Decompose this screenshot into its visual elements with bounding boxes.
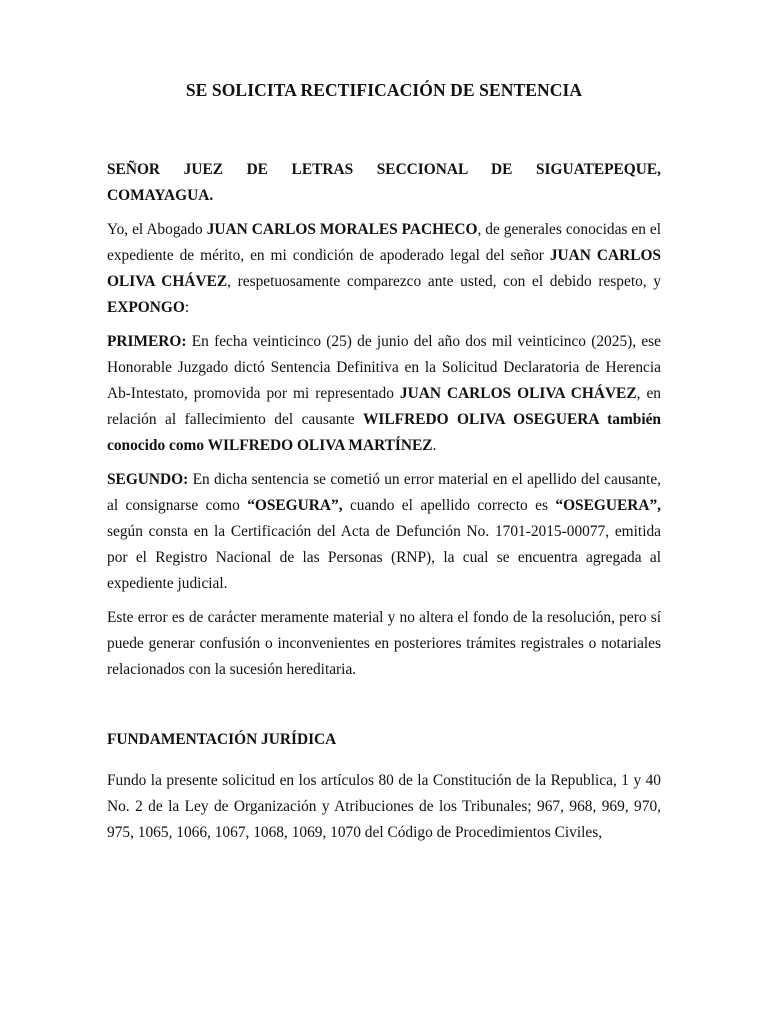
document-body: [107, 157, 661, 854]
intro-text-1: Yo, el Abogado: [107, 221, 207, 238]
primero-label: PRIMERO:: [107, 333, 187, 350]
attorney-name: JUAN CARLOS MORALES PACHECO: [206, 221, 478, 238]
intro-text-4: :: [184, 299, 190, 316]
error-paragraph: Este error es de carácter meramente material y no altera el fondo de la resolución, pero sí puede generar confusión o inconvenientes en posteriores trámites registrales o notariales relacionados con la sucesión hereditaria.: [107, 609, 661, 678]
segundo-text-3: según consta en la Certificación del Acta de Defunción No. 1701-2015-00077, emitida por el Registro Nacional de las Personas (RNP), la cual se encuentra agregada al expediente judicial.: [107, 523, 661, 592]
addressee: [107, 157, 661, 209]
primero-paragraph: [107, 329, 661, 459]
fundamentacion-heading: FUNDAMENTACIÓN JURÍDICA: [107, 731, 337, 748]
intro-paragraph: [107, 217, 661, 321]
fundamentacion-paragraph: Fundo la presente solicitud en los artículos 80 de la Constitución de la Republica, 1 y 40 No. 2 de la Ley de Organización y Atribuciones de los Tribunales; 967, 968, 969, 970, 975, 1065, 1066, 1067, 1068, 1069, 1070 del Código de Procedimientos Civiles,: [107, 772, 661, 841]
segundo-paragraph: [107, 467, 661, 597]
addressee-line-2: COMAYAGUA.: [107, 187, 214, 204]
segundo-text-2: cuando el apellido correcto es: [342, 497, 556, 514]
addressee-line-1: SEÑOR JUEZ DE LETRAS SECCIONAL DE SIGUATEPEQUE,: [107, 161, 661, 178]
intro-text-3: , respetuosamente comparezco ante usted, con el debido respeto, y: [227, 273, 661, 290]
expongo-label: EXPONGO: [107, 299, 185, 316]
client-name: JUAN CARLOS OLIVA CHÁVEZ: [107, 247, 661, 290]
intro-text-2: , de generales conocidas en el expediente de mérito, en mi condición de apoderado legal del señor: [107, 221, 661, 264]
primero-text-1: En fecha veinticinco (25) de junio del año dos mil veinticinco (2025), ese Honorable Juzgado dictó Sentencia Definitiva en la Solicitud Declaratoria de Herencia Ab-Intestato, promovida por mi representado: [107, 333, 661, 402]
correct-surname: “OSEGUERA”,: [555, 497, 661, 514]
deceased-name: WILFREDO OLIVA OSEGUERA también conocido como WILFREDO OLIVA MARTÍNEZ: [107, 411, 661, 454]
document-title: SE SOLICITA RECTIFICACIÓN DE SENTENCIA: [185, 80, 583, 100]
segundo-label: SEGUNDO:: [107, 471, 189, 488]
primero-client-name: JUAN CARLOS OLIVA CHÁVEZ: [399, 385, 637, 402]
wrong-surname: “OSEGURA”,: [247, 497, 343, 514]
primero-text-2: , en relación al fallecimiento del causante: [107, 385, 661, 428]
section-spacer: [107, 691, 661, 727]
primero-text-3: .: [432, 437, 437, 454]
segundo-text-1: En dicha sentencia se cometió un error material en el apellido del causante, al consignarse como: [107, 471, 661, 514]
